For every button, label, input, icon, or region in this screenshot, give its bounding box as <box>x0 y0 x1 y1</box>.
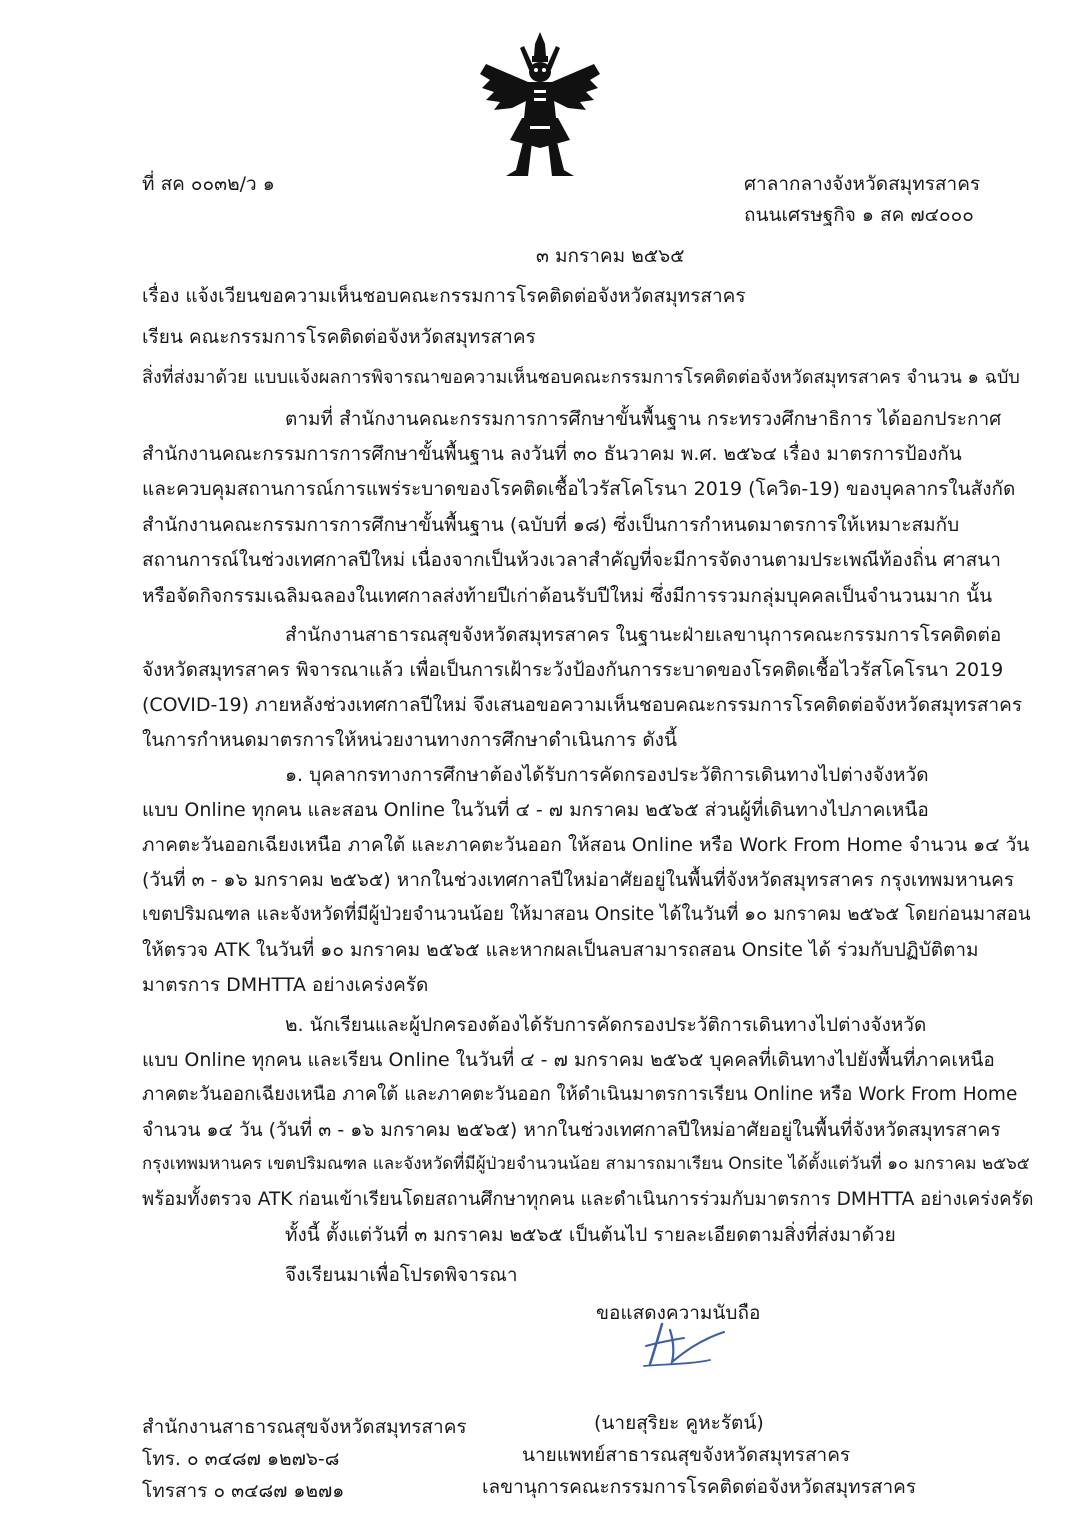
body-line: และควบคุมสถานการณ์การแพร่ระบาดของโรคติดเชื้อไวรัสโคโรนา 2019 (โควิด-19) ของบุคลากรในสังกัด <box>142 478 1016 500</box>
body-line: สำนักงานคณะกรรมการการศึกษาขั้นพื้นฐาน (ฉบับที่ ๑๘) ซึ่งเป็นการกำหนดมาตรการให้เหมาะสมกับ <box>142 514 960 536</box>
body-line: แบบ Online ทุกคน และเรียน Online ในวันที่ ๔ - ๗ มกราคม ๒๕๖๕ บุคคลที่เดินทางไปยังพื้นที่ภาคเหนือ <box>142 1049 995 1071</box>
body-line: (วันที่ ๓ - ๑๖ มกราคม ๒๕๖๕) หากในช่วงเทศกาลปีใหม่อาศัยอยู่ในพื้นที่จังหวัดสมุทรสาคร กรุงเทพมหานคร <box>142 869 1015 891</box>
body-line: จังหวัดสมุทรสาคร พิจารณาแล้ว เพื่อเป็นการเฝ้าระวังป้องกันการระบาดของโรคติดเชื้อไวรัสโคโรนา 2019 <box>142 659 1004 681</box>
garuda-emblem-icon <box>478 30 602 180</box>
signatory-position-secondary: เลขานุการคณะกรรมการโรคติดต่อจังหวัดสมุทรสาคร <box>482 1476 917 1498</box>
body-line: กรุงเทพมหานคร เขตปริมณฑล และจังหวัดที่มีผู้ป่วยจำนวนน้อย สามารถมาเรียน Onsite ได้ตั้งแต่วันที่ ๑๐ มกราคม ๒๕๖๕ <box>142 1154 1030 1174</box>
footer-office: สำนักงานสาธารณสุขจังหวัดสมุทรสาคร <box>142 1416 467 1438</box>
recipient-line: เรียน คณะกรรมการโรคติดต่อจังหวัดสมุทรสาคร <box>142 326 536 348</box>
subject-line: เรื่อง แจ้งเวียนขอความเห็นชอบคณะกรรมการโรคติดต่อจังหวัดสมุทรสาคร <box>142 285 746 307</box>
body-line: สถานการณ์ในช่วงเทศกาลปีใหม่ เนื่องจากเป็นห้วงเวลาสำคัญที่จะมีการจัดงานตามประเพณีท้องถิ่น ศาสนา <box>142 549 1001 571</box>
salutation: ขอแสดงความนับถือ <box>596 1302 761 1324</box>
body-line: สำนักงานสาธารณสุขจังหวัดสมุทรสาคร ในฐานะฝ่ายเลขานุการคณะกรรมการโรคติดต่อ <box>285 624 1002 646</box>
body-line: ภาคตะวันออกเฉียงเหนือ ภาคใต้ และภาคตะวันออก ให้สอน Online หรือ Work From Home จำนวน ๑๔ วัน <box>142 834 1030 856</box>
body-line: ให้ตรวจ ATK ในวันที่ ๑๐ มกราคม ๒๕๖๕ และหากผลเป็นลบสามารถสอน Onsite ได้ ร่วมกับปฏิบัติตาม <box>142 939 979 961</box>
enclosure-line: สิ่งที่ส่งมาด้วย แบบแจ้งผลการพิจารณาขอความเห็นชอบคณะกรรมการโรคติดต่อจังหวัดสมุทรสาคร จำนวน ๑ ฉบับ <box>142 367 1020 388</box>
body-line: มาตรการ DMHTTA อย่างเคร่งครัด <box>142 974 429 996</box>
body-line: ภาคตะวันออกเฉียงเหนือ ภาคใต้ และภาคตะวันออก ให้ดำเนินมาตรการเรียน Online หรือ Work From Home <box>142 1084 1018 1105</box>
footer-phone: โทร. ๐ ๓๔๘๗ ๑๒๗๖-๘ <box>142 1448 340 1470</box>
body-line: หรือจัดกิจกรรมเฉลิมฉลองในเทศกาลส่งท้ายปีเก่าต้อนรับปีใหม่ ซึ่งมีการรวมกลุ่มบุคคลเป็นจำนวนมาก นั้น <box>142 585 993 607</box>
letter-date: ๓ มกราคม ๒๕๖๕ <box>536 245 685 267</box>
body-line: ๒. นักเรียนและผู้ปกครองต้องได้รับการคัดกรองประวัติการเดินทางไปต่างจังหวัด <box>285 1014 927 1036</box>
body-line: ทั้งนี้ ตั้งแต่วันที่ ๓ มกราคม ๒๕๖๕ เป็นต้นไป รายละเอียดตามสิ่งที่ส่งมาด้วย <box>285 1224 896 1246</box>
signatory-name: (นายสุริยะ คูหะรัตน์) <box>594 1412 764 1434</box>
closing-line: จึงเรียนมาเพื่อโปรดพิจารณา <box>285 1264 518 1286</box>
body-line: ตามที่ สำนักงานคณะกรรมการการศึกษาขั้นพื้นฐาน กระทรวงศึกษาธิการ ได้ออกประกาศ <box>285 408 1002 430</box>
body-line: แบบ Online ทุกคน และสอน Online ในวันที่ ๔ - ๗ มกราคม ๒๕๖๕ ส่วนผู้ที่เดินทางไปภาคเหนือ <box>142 799 929 821</box>
body-line: เขตปริมณฑล และจังหวัดที่มีผู้ป่วยจำนวนน้อย ให้มาสอน Onsite ได้ในวันที่ ๑๐ มกราคม ๒๕๖๕ โดยก่อนมาสอน <box>142 904 1031 925</box>
body-line: พร้อมทั้งตรวจ ATK ก่อนเข้าเรียนโดยสถานศึกษาทุกคน และดำเนินการร่วมกับมาตรการ DMHTTA อย่างเคร่งครัด <box>142 1189 1034 1210</box>
handwritten-signature-icon <box>640 1318 730 1370</box>
body-line: สำนักงานคณะกรรมการการศึกษาขั้นพื้นฐาน ลงวันที่ ๓๐ ธันวาคม พ.ศ. ๒๕๖๔ เรื่อง มาตรการป้องกัน <box>142 443 962 465</box>
body-line: (COVID-19) ภายหลังช่วงเทศกาลปีใหม่ จึงเสนอขอความเห็นชอบคณะกรรมการโรคติดต่อจังหวัดสมุทรสาคร <box>142 694 1023 716</box>
footer-fax: โทรสาร ๐ ๓๔๘๗ ๑๒๗๑ <box>142 1480 345 1502</box>
body-line: ในการกำหนดมาตรการให้หน่วยงานทางการศึกษาดำเนินการ ดังนี้ <box>142 729 677 751</box>
reference-number: ที่ สค ๐๐๓๒/ว ๑ <box>142 173 275 195</box>
body-line: ๑. บุคลากรทางการศึกษาต้องได้รับการคัดกรองประวัติการเดินทางไปต่างจังหวัด <box>285 764 929 786</box>
signatory-position: นายแพทย์สาธารณสุขจังหวัดสมุทรสาคร <box>522 1444 851 1466</box>
office-address-line1: ศาลากลางจังหวัดสมุทรสาคร <box>744 173 981 195</box>
office-address-line2: ถนนเศรษฐกิจ ๑ สค ๗๔๐๐๐ <box>744 204 974 226</box>
body-line: จำนวน ๑๔ วัน (วันที่ ๓ - ๑๖ มกราคม ๒๕๖๕) หากในช่วงเทศกาลปีใหม่อาศัยอยู่ในพื้นที่จังหวัดสมุทรสาคร <box>142 1119 1001 1141</box>
